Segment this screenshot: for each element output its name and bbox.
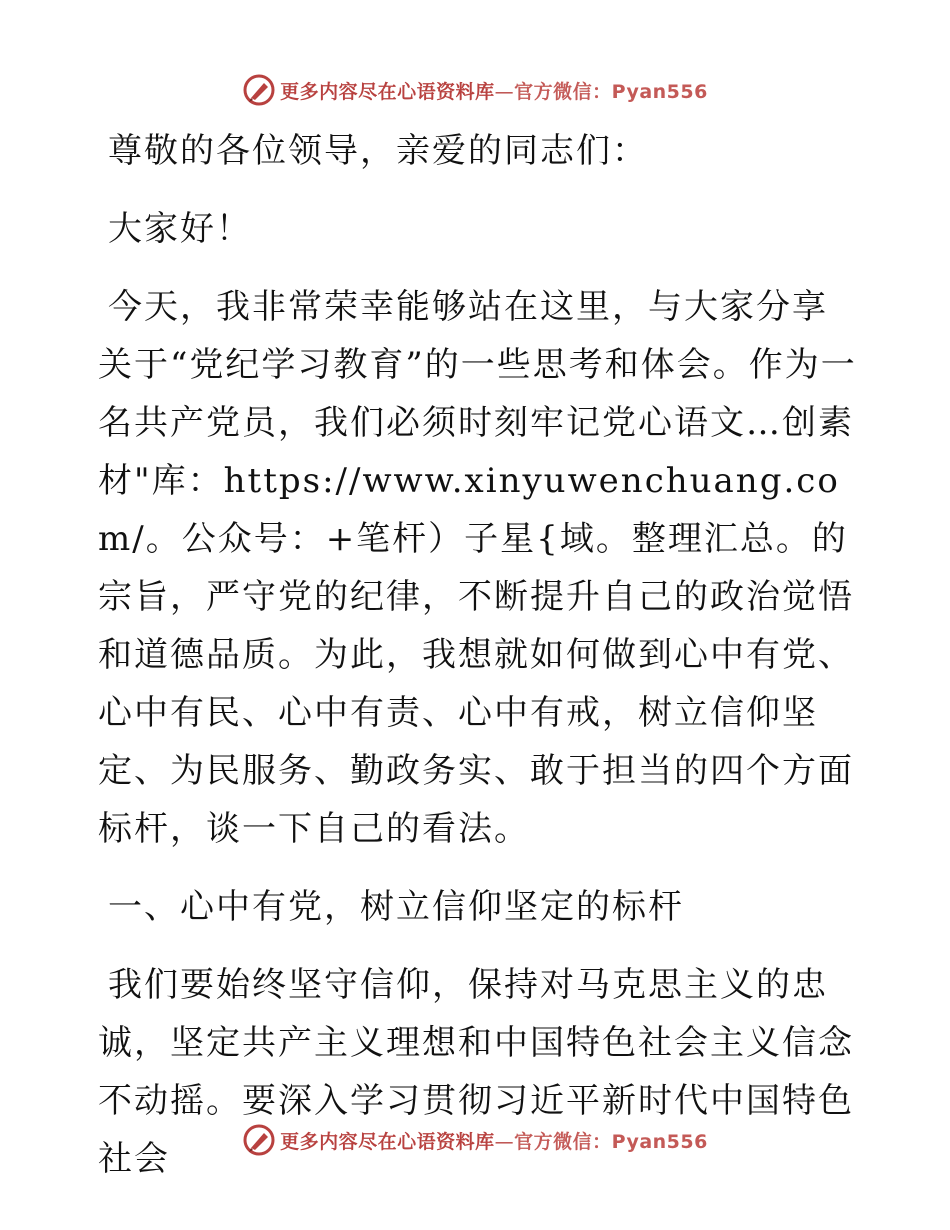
intro-paragraph: 今天，我非常荣幸能够站在这里，与大家分享关于“党纪学习教育”的一些思考和体会。作为一名共产党员，我们必须时刻牢记党心语文…创素材"库：https://www.xinyuwenchuang.com/。公众号：+笔杆）子星{域。整理汇总。的宗旨，严守党的纪律，不断提升自己的政治觉悟和道德品质。为此，我想就如何做到心中有党、心中有民、心中有责、心中有戒，树立信仰坚定、为民服务、勤政务实、敢于担当的四个方面标杆，谈一下自己的看法。 (98, 287, 857, 849)
pen-logo-icon (242, 73, 276, 107)
pen-logo-icon (242, 1123, 276, 1157)
footer-banner (0, 1120, 950, 1160)
section-heading: 一、心中有党，树立信仰坚定的标杆 (108, 887, 684, 927)
salutation: 尊敬的各位领导，亲爱的同志们： (108, 131, 648, 171)
header-banner (0, 70, 950, 110)
document-body (98, 122, 858, 1208)
section-paragraph: 我们要始终坚守信仰，保持对马克思主义的忠诚，坚定共产主义理想和中国特色社会主义信念不动摇。要深入学习贯彻习近平新时代中国特色社会 (98, 965, 854, 1179)
header-text: 更多内容尽在心语资料库—官方微信：Pyan556 (280, 80, 708, 103)
footer-text: 更多内容尽在心语资料库—官方微信：Pyan556 (280, 1130, 708, 1153)
greeting: 大家好！ (108, 209, 252, 249)
